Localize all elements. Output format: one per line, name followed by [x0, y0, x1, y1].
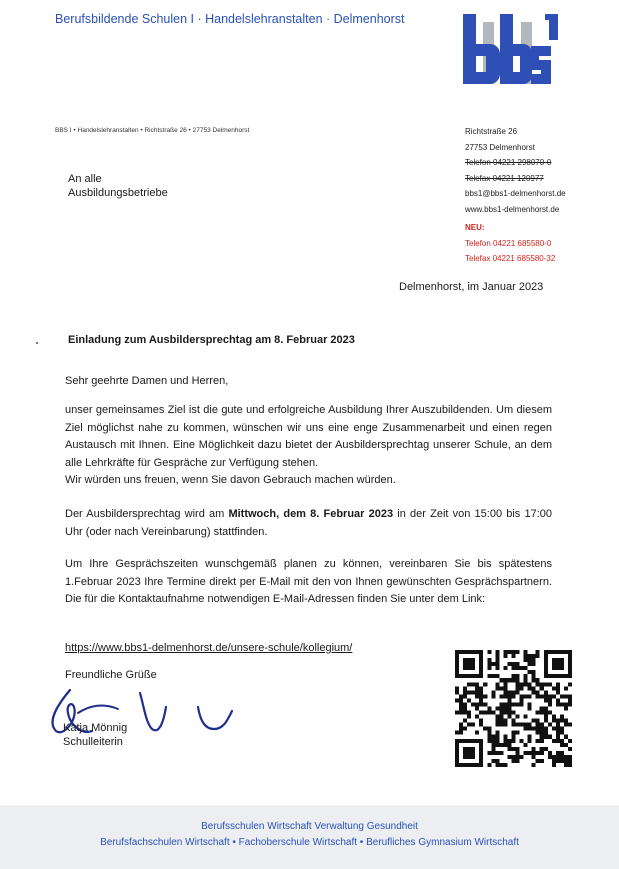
event-date-bold: Mittwoch, dem 8. Februar 2023	[228, 508, 394, 520]
salutation: Sehr geehrte Damen und Herren,	[65, 375, 229, 387]
footer-line-1: Berufsschulen Wirtschaft Verwaltung Gesundheit	[201, 821, 418, 832]
qr-code[interactable]	[455, 650, 572, 767]
sender-address-line: BBS I • Handelslehranstalten • Richtstraße 26 • 27753 Delmenhorst	[55, 127, 250, 134]
closing-greeting: Freundliche Grüße	[65, 669, 157, 681]
bbs-logo	[463, 14, 559, 84]
contact-website[interactable]: www.bbs1-delmenhorst.de	[465, 204, 560, 214]
paragraph-appointment: Um Ihre Gesprächszeiten wunschgemäß planen zu können, vereinbaren Sie bis spätestens 1.Februar 2023 Ihre Termine direkt per E-Mail mit den von Ihnen gewünschten Gesprächspartnern. Die für die Kontaktaufnahme notwendigen E-Mail-Adressen finden Sie unter dem Link:	[65, 558, 552, 606]
paragraph-date-post: in der Zeit von 15:00 bis 17:00 Uhr (oder nach Vereinbarung) stattfinden.	[65, 508, 553, 538]
recipient-line-2: Ausbildungsbetriebe	[68, 187, 168, 199]
paragraph-date-pre: Der Ausbildersprechtag wird am	[65, 508, 229, 520]
contact-old-phone: Telefon 04221 298070-0	[465, 158, 552, 167]
contact-street: Richtstraße 26	[465, 127, 518, 136]
contact-new-fax: Telefax 04221 685580-32	[465, 254, 556, 263]
paragraph-intro-text: unser gemeinsames Ziel ist die gute und erfolgreiche Ausbildung Ihrer Auszubildenden. Um diesem Ziel möglichst nahe zu kommen, wünschen wir uns eine enge Zusammenarbeit und einen regen Austausch mit Ihnen. Eine Möglichkeit dazu bietet der Ausbildersprechtag unserer Schule, an dem alle Lehrkräfte für Gespräche zur Verfügung stehen.	[65, 404, 552, 469]
paragraph-intro-closing: Wir würden uns freuen, wenn Sie davon Gebrauch machen würden.	[65, 474, 396, 487]
contact-email[interactable]: bbs1@bbs1-delmenhorst.de	[465, 189, 566, 198]
signer-block	[63, 721, 127, 749]
contact-block	[465, 124, 566, 267]
contact-new-phone: Telefon 04221 685580-0	[465, 238, 552, 248]
letter-subject: Einladung zum Ausbildersprechtag am 8. Februar 2023	[68, 334, 355, 346]
contact-old-fax: Telefax 04221 120977	[465, 173, 544, 183]
school-header: Berufsbildende Schulen I · Handelslehranstalten · Delmenhorst	[55, 12, 405, 26]
recipient-line-1: An alle	[68, 173, 102, 185]
contact-city: 27753 Delmenhorst	[465, 142, 535, 152]
footer-line-2: Berufsfachschulen Wirtschaft • Fachoberschule Wirtschaft • Berufliches Gymnasium Wirtschaft	[100, 837, 519, 848]
signer-name: Katja Mönnig	[63, 722, 128, 734]
scan-speck	[36, 342, 38, 344]
paragraph-intro	[65, 402, 552, 490]
recipient-address	[68, 172, 168, 200]
paragraph-date	[65, 506, 552, 541]
staff-link[interactable]: https://www.bbs1-delmenhorst.de/unsere-schule/kollegium/	[65, 642, 353, 654]
signer-role: Schulleiterin	[63, 736, 123, 748]
new-contact-label: NEU:	[465, 223, 485, 232]
letter-date: Delmenhorst, im Januar 2023	[399, 281, 544, 293]
